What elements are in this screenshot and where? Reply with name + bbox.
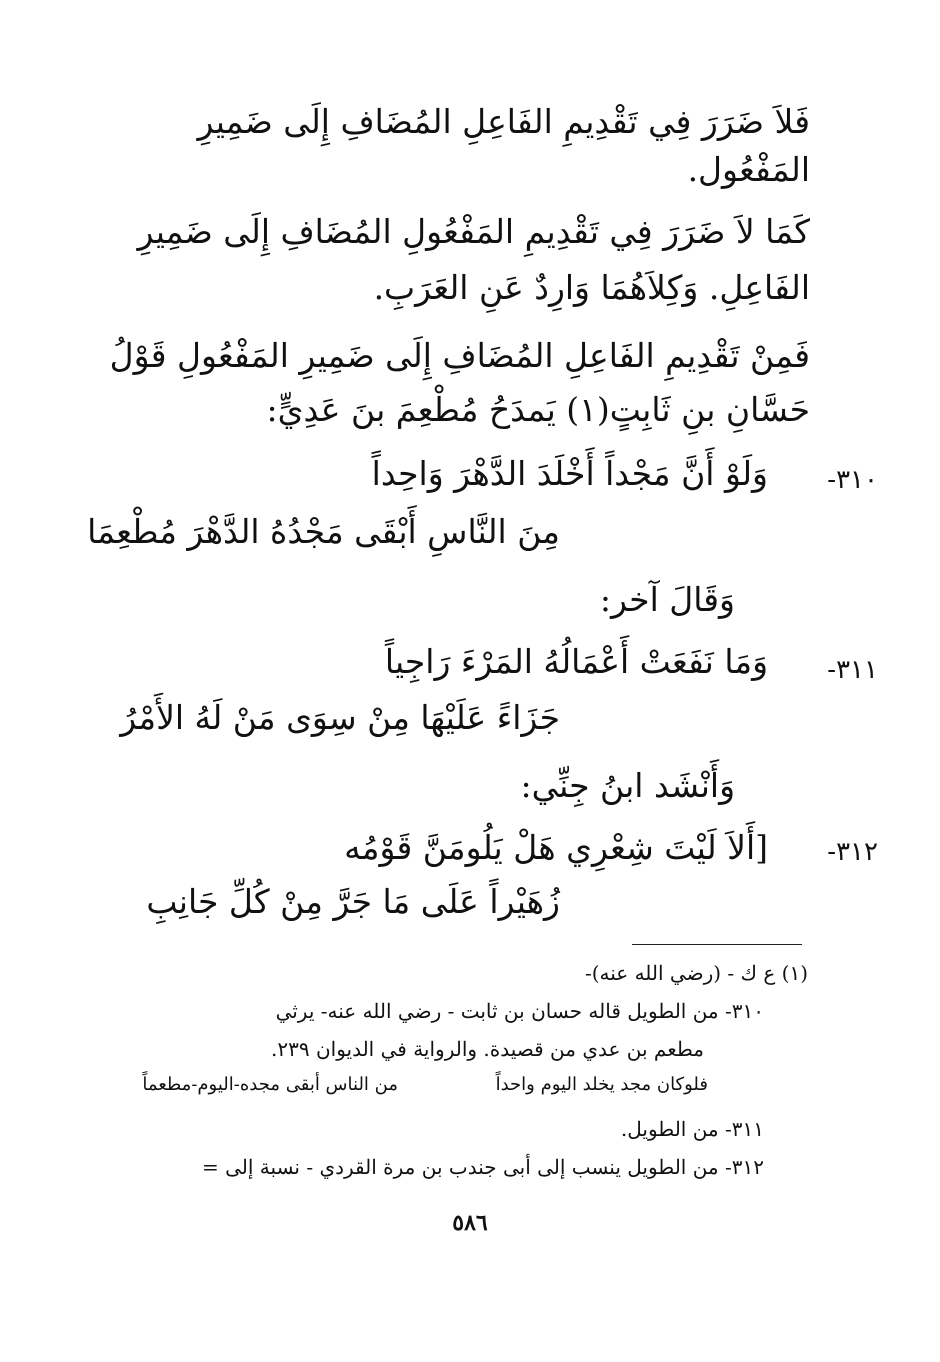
verse-312-hemistich-1: [أَلاَ لَيْتَ شِعْرِي هَلْ يَلُومَنَّ قَوْمُه: [344, 828, 768, 867]
verse-312-intro: وَأَنْشَد ابنُ جِنِّي:: [520, 766, 735, 805]
verse-311-intro: وَقَالَ آخر:: [599, 580, 735, 619]
paragraph-3-line-1: فَمِنْ تَقْدِيمِ الفَاعِلِ المُضَافِ إِلَى ضَمِيرِ المَفْعُولِ قَوْلُ: [109, 336, 810, 375]
verse-311-hemistich-2: جَزَاءً عَلَيْهَا مِنْ سِوَى مَنْ لَهُ الأَمْرُ: [120, 698, 560, 737]
footnote-310-verse-hemistich-2: من الناس أبقى مجده-اليوم-مطعماً: [142, 1074, 398, 1095]
verse-311-hemistich-1: وَمَا نَفَعَتْ أَعْمَالُهُ المَرْءَ رَاجِياً: [384, 642, 768, 681]
verse-number-312: ٣١٢-: [827, 837, 878, 867]
footnote-310-line-2: مطعم بن عدي من قصيدة. والرواية في الديوان ٢٣٩.: [271, 1037, 704, 1061]
verse-number-311: ٣١١-: [827, 655, 878, 685]
paragraph-2-line-1: كَمَا لاَ ضَرَرَ فِي تَقْدِيمِ المَفْعُولِ المُضَافِ إِلَى ضَمِيرِ: [137, 212, 810, 251]
footnote-310-line-1: ٣١٠- من الطويل قاله حسان بن ثابت - رضي الله عنه- يرثي: [275, 999, 764, 1023]
footnote-312: ٣١٢- من الطويل ينسب إلى أبى جندب بن مرة القردي - نسبة إلى =: [202, 1155, 764, 1179]
page-number: ٥٨٦: [452, 1210, 488, 1236]
verse-312-hemistich-2: زُهَيْراً عَلَى مَا جَرَّ مِنْ كُلِّ جَانِبِ: [146, 882, 560, 921]
verse-number-310: ٣١٠-: [827, 465, 878, 495]
paragraph-3-line-2: حَسَّانِ بنِ ثَابِتٍ(١) يَمدَحُ مُطْعِمَ بنَ عَدِيٍّ:: [266, 390, 810, 429]
footnote-311: ٣١١- من الطويل.: [620, 1117, 764, 1141]
footnote-separator: [632, 944, 802, 945]
verse-310-hemistich-2: مِنَ النَّاسِ أَبْقَى مَجْدُهُ الدَّهْرَ مُطْعِمَا: [87, 512, 560, 551]
paragraph-1-line-2: المَفْعُول.: [687, 150, 810, 189]
paragraph-1-line-1: فَلاَ ضَرَرَ فِي تَقْدِيمِ الفَاعِلِ المُضَافِ إِلَى ضَمِيرِ: [197, 102, 810, 141]
footnote-310-verse-hemistich-1: فلوكان مجد يخلد اليوم واحداً: [495, 1074, 708, 1095]
paragraph-2-line-2: الفَاعِلِ. وَكِلاَهُمَا وَارِدٌ عَنِ العَرَبِ.: [373, 268, 810, 307]
footnote-1: (١) ع ك - (رضي الله عنه)-: [584, 961, 808, 985]
verse-310-hemistich-1: وَلَوْ أَنَّ مَجْداً أَخْلَدَ الدَّهْرَ وَاحِداً: [371, 454, 768, 493]
